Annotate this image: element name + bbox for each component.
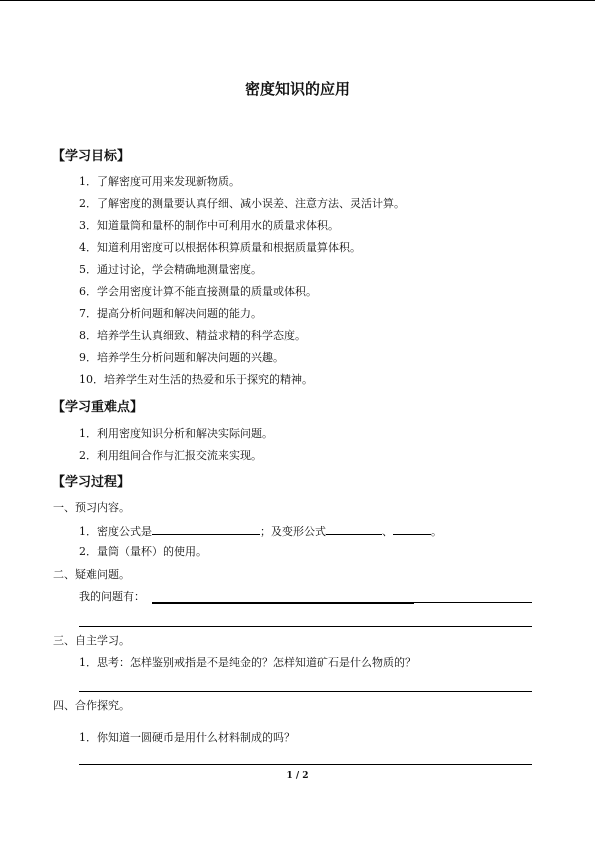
- section-self-study-title: 三、自主学习。: [53, 634, 130, 647]
- question-cylinder-use: 2．量筒（量杯）的使用。: [79, 545, 207, 558]
- answer-line[interactable]: [152, 602, 414, 604]
- question-coin-material: 1．你知道一圆硬币是用什么材料制成的吗？: [79, 731, 295, 744]
- question-gold-ring: 1．思考：怎样鉴别戒指是不是纯金的？怎样知道矿石是什么物质的？: [79, 656, 416, 669]
- answer-line[interactable]: [414, 602, 532, 603]
- answer-blank[interactable]: [326, 523, 382, 535]
- top-border: [0, 0, 595, 1]
- process-heading: 【学习过程】: [52, 475, 131, 490]
- answer-line[interactable]: [79, 691, 532, 692]
- objective-item: 6．学会用密度计算不能直接测量的质量或体积。: [79, 285, 317, 298]
- objectives-heading: 【学习目标】: [52, 149, 131, 164]
- page-title: 密度知识的应用: [244, 80, 350, 98]
- question-text: ；及变形公式: [260, 525, 326, 538]
- section-difficult-title: 二、疑难问题。: [53, 568, 130, 581]
- objective-item: 2．了解密度的测量要认真仔细、减小误差、注意方法、灵活计算。: [79, 197, 405, 210]
- question-text: 。: [431, 525, 442, 538]
- objective-item: 9．培养学生分析问题和解决问题的兴趣。: [79, 351, 284, 364]
- question-density-formula: [79, 523, 442, 539]
- objective-item: 3．知道量筒和量杯的制作中可利用水的质量求体积。: [79, 219, 339, 232]
- objective-item: 7．提高分析问题和解决问题的能力。: [79, 307, 262, 320]
- objective-item: 10．培养学生对生活的热爱和乐于探究的精神。: [79, 373, 313, 386]
- my-questions-label: 我的问题有：: [79, 590, 145, 603]
- objective-item: 4．知道利用密度可以根据体积算质量和根据质量算体积。: [79, 241, 361, 254]
- answer-line[interactable]: [79, 764, 532, 765]
- question-text: 1．密度公式是: [79, 525, 152, 538]
- objective-item: 8．培养学生认真细致、精益求精的科学态度。: [79, 329, 306, 342]
- objective-item: 5．通过讨论，学会精确地测量密度。: [79, 263, 262, 276]
- answer-blank[interactable]: [393, 523, 431, 535]
- page-number: 1 / 2: [286, 771, 309, 781]
- keypoints-heading: 【学习重难点】: [52, 400, 144, 415]
- keypoint-item: 2．利用组间合作与汇报交流来实现。: [79, 449, 262, 462]
- objective-item: 1．了解密度可用来发现新物质。: [79, 175, 240, 188]
- answer-blank[interactable]: [152, 523, 260, 535]
- answer-line[interactable]: [79, 626, 532, 627]
- keypoint-item: 1．利用密度知识分析和解决实际问题。: [79, 427, 273, 440]
- section-cooperation-title: 四、合作探究。: [53, 699, 130, 712]
- question-text: 、: [382, 525, 393, 538]
- section-preview-title: 一、预习内容。: [53, 501, 130, 514]
